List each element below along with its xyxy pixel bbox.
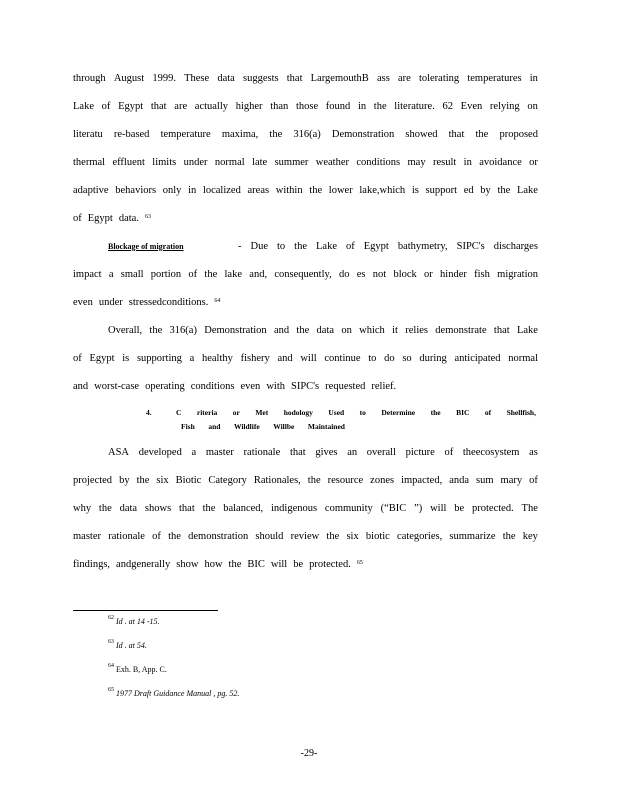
word: overall bbox=[366, 447, 396, 458]
page-number: -29- bbox=[300, 748, 318, 759]
word: rationale bbox=[243, 447, 281, 458]
p4-line bbox=[73, 502, 538, 516]
word: supporting bbox=[136, 353, 182, 364]
word: is bbox=[411, 185, 419, 196]
word: projected bbox=[73, 475, 113, 486]
word: that bbox=[150, 101, 167, 112]
word: rationale bbox=[108, 531, 145, 542]
word: to bbox=[277, 241, 286, 252]
word: anda bbox=[449, 475, 470, 486]
word: Lake bbox=[73, 101, 94, 112]
word: maxima, bbox=[221, 129, 259, 140]
word: master bbox=[73, 531, 101, 542]
word: showed bbox=[405, 129, 438, 140]
word: relies bbox=[405, 325, 428, 336]
word: normal bbox=[214, 157, 245, 168]
word: Category bbox=[208, 475, 247, 486]
word: during bbox=[419, 353, 447, 364]
p3-line bbox=[73, 352, 538, 366]
word: in bbox=[188, 185, 197, 196]
word: in bbox=[357, 101, 367, 112]
word: behaviors bbox=[115, 185, 157, 196]
word: the bbox=[502, 531, 516, 542]
word: as bbox=[529, 447, 538, 458]
word: Used bbox=[328, 408, 345, 417]
word: the bbox=[497, 185, 511, 196]
word: the bbox=[373, 101, 387, 112]
word: in bbox=[529, 73, 538, 84]
word: (“BIC bbox=[380, 503, 407, 514]
word: impact bbox=[73, 269, 102, 280]
word: are bbox=[397, 73, 411, 84]
word: es bbox=[356, 269, 366, 280]
word: worst-case bbox=[94, 381, 140, 392]
word: result bbox=[432, 157, 457, 168]
word: that bbox=[493, 325, 510, 336]
word: within bbox=[275, 185, 303, 196]
word: relief. bbox=[371, 381, 397, 392]
word: normal bbox=[508, 353, 538, 364]
p3-line bbox=[73, 380, 538, 394]
word: lower bbox=[328, 185, 353, 196]
blockage-of-migration-heading: Blockage of migration bbox=[108, 242, 184, 251]
word: findings, bbox=[73, 559, 111, 570]
word: of bbox=[484, 408, 492, 417]
word: temperatures bbox=[467, 73, 522, 84]
word: SIPC's bbox=[290, 381, 320, 392]
word: 1999. bbox=[152, 73, 176, 84]
footnote-62: $^{62}$ Id . at 14 -15. bbox=[108, 615, 160, 626]
word: so bbox=[402, 353, 412, 364]
word: by bbox=[119, 475, 130, 486]
word: migration bbox=[497, 269, 538, 280]
word: the bbox=[98, 503, 112, 514]
word: adaptive bbox=[73, 185, 109, 196]
word: a bbox=[191, 447, 197, 458]
word: SIPC's bbox=[456, 241, 485, 252]
word: under bbox=[183, 157, 208, 168]
word: that bbox=[289, 447, 306, 458]
word: portion bbox=[150, 269, 182, 280]
p2-line bbox=[73, 296, 538, 310]
word: the bbox=[202, 503, 216, 514]
word: fishery bbox=[240, 353, 270, 364]
p1-line bbox=[73, 100, 538, 114]
word: Even bbox=[460, 101, 483, 112]
word: six bbox=[346, 531, 359, 542]
word: should bbox=[255, 531, 284, 542]
word: weather bbox=[315, 157, 349, 168]
word: These bbox=[184, 73, 210, 84]
p3-line bbox=[108, 324, 538, 338]
p4-line bbox=[73, 558, 538, 572]
word: small bbox=[120, 269, 144, 280]
word: or bbox=[232, 408, 240, 417]
word: are bbox=[174, 101, 188, 112]
word: of bbox=[188, 269, 198, 280]
word: healthy bbox=[201, 353, 233, 364]
word: the bbox=[168, 531, 181, 542]
word: anticipated bbox=[454, 353, 501, 364]
word: ”) bbox=[414, 503, 423, 514]
word: will bbox=[300, 353, 317, 364]
word: a bbox=[108, 269, 114, 280]
word: andgenerally bbox=[116, 559, 171, 570]
word: impacted, bbox=[401, 475, 443, 486]
word: only bbox=[162, 185, 182, 196]
word: Egypt bbox=[89, 353, 115, 364]
word: balanced, bbox=[223, 503, 264, 514]
word: Rationales, bbox=[253, 475, 301, 486]
word: Lake bbox=[516, 325, 538, 336]
word: thermal bbox=[73, 157, 106, 168]
p1-line bbox=[73, 128, 538, 142]
word: master bbox=[205, 447, 234, 458]
word: continue bbox=[324, 353, 361, 364]
word: the bbox=[204, 269, 218, 280]
word: and bbox=[73, 381, 89, 392]
footnote-64: $^{64}$ Exh. B, App. C. bbox=[108, 663, 167, 674]
word: data bbox=[217, 73, 235, 84]
word: the bbox=[149, 325, 163, 336]
word: conditions bbox=[190, 381, 235, 392]
word: it bbox=[392, 325, 398, 336]
word: limits bbox=[152, 157, 177, 168]
word: be bbox=[454, 503, 465, 514]
word: key bbox=[522, 531, 538, 542]
word bbox=[145, 212, 151, 226]
word: Willbe bbox=[273, 422, 295, 431]
word: and bbox=[277, 353, 293, 364]
word: hinder bbox=[440, 269, 467, 280]
word: or bbox=[424, 269, 433, 280]
word: 316(a) bbox=[169, 325, 197, 336]
word: is bbox=[122, 353, 130, 364]
word: LargemouthB bbox=[310, 73, 369, 84]
word: support bbox=[425, 185, 458, 196]
word: higher bbox=[235, 101, 263, 112]
word: even bbox=[73, 297, 93, 308]
word: block bbox=[393, 269, 417, 280]
word: six bbox=[156, 475, 169, 486]
footnote-ref: 64 bbox=[214, 298, 221, 304]
word: will bbox=[430, 503, 447, 514]
paragraph-blockage-line-1 bbox=[108, 240, 538, 254]
word: shows bbox=[144, 503, 172, 514]
word: protected. bbox=[309, 559, 351, 570]
word: August bbox=[113, 73, 145, 84]
p1-line bbox=[73, 72, 538, 86]
word bbox=[214, 296, 220, 310]
word: ed bbox=[463, 185, 474, 196]
word: through bbox=[73, 73, 106, 84]
word: not bbox=[372, 269, 387, 280]
word: review bbox=[290, 531, 320, 542]
word: areas bbox=[247, 185, 270, 196]
word: suggests bbox=[243, 73, 279, 84]
word: demonstration bbox=[188, 531, 249, 542]
word: Maintained bbox=[307, 422, 345, 431]
word: protected. bbox=[472, 503, 514, 514]
word: do bbox=[384, 353, 395, 364]
word: that bbox=[179, 503, 195, 514]
word: picture bbox=[405, 447, 435, 458]
word: fish bbox=[474, 269, 490, 280]
word: Demonstration bbox=[331, 129, 395, 140]
word: Fish bbox=[181, 422, 195, 431]
word: why bbox=[73, 503, 92, 514]
word: ASA bbox=[108, 447, 130, 458]
word: Overall, bbox=[108, 325, 143, 336]
word: the bbox=[309, 185, 323, 196]
word: the bbox=[269, 129, 283, 140]
word: literature. bbox=[394, 101, 435, 112]
word: Egypt bbox=[363, 241, 389, 252]
word: indigenous bbox=[271, 503, 318, 514]
word: or bbox=[529, 157, 538, 168]
word bbox=[357, 558, 363, 572]
word: community bbox=[324, 503, 373, 514]
word: tolerating bbox=[418, 73, 460, 84]
p1-line bbox=[73, 156, 538, 170]
word: the bbox=[228, 559, 242, 570]
word: the bbox=[430, 408, 441, 417]
word: Lake bbox=[516, 185, 538, 196]
word: which bbox=[359, 325, 385, 336]
word: may bbox=[407, 157, 426, 168]
p1-line bbox=[73, 212, 538, 226]
word: the bbox=[296, 325, 310, 336]
word: on bbox=[341, 325, 352, 336]
word: gives bbox=[315, 447, 338, 458]
word: the bbox=[326, 531, 340, 542]
word: a bbox=[189, 353, 195, 364]
word: found bbox=[325, 101, 351, 112]
word: BIC bbox=[247, 559, 265, 570]
word: Due bbox=[250, 241, 268, 252]
word: show bbox=[176, 559, 199, 570]
word: categories, bbox=[397, 531, 443, 542]
word: of bbox=[101, 101, 111, 112]
blockage-text bbox=[238, 240, 538, 254]
word: theecosystem bbox=[462, 447, 520, 458]
word: of bbox=[73, 213, 82, 224]
word: hodology bbox=[283, 408, 313, 417]
word: discharges bbox=[493, 241, 538, 252]
section-heading-line-2 bbox=[181, 422, 345, 431]
word: localized bbox=[202, 185, 241, 196]
p4-line bbox=[108, 446, 538, 460]
word: mary bbox=[500, 475, 523, 486]
word: will bbox=[270, 559, 288, 570]
word: re-based bbox=[113, 129, 150, 140]
word: data bbox=[316, 325, 335, 336]
word: biotic bbox=[365, 531, 390, 542]
word: lake bbox=[224, 269, 243, 280]
word: in bbox=[463, 157, 472, 168]
word: Egypt bbox=[118, 101, 144, 112]
word: with bbox=[266, 381, 285, 392]
p2-line bbox=[73, 268, 538, 282]
word: even bbox=[240, 381, 261, 392]
word: how bbox=[204, 559, 223, 570]
word: demonstrate bbox=[435, 325, 487, 336]
word: effluent bbox=[112, 157, 145, 168]
word: Egypt bbox=[87, 213, 113, 224]
word: data bbox=[119, 503, 138, 514]
word: Demonstration bbox=[204, 325, 267, 336]
word: of bbox=[444, 447, 454, 458]
p4-line bbox=[73, 530, 538, 544]
word: developed bbox=[138, 447, 182, 458]
word: the bbox=[136, 475, 150, 486]
word: late bbox=[252, 157, 268, 168]
word: riteria bbox=[196, 408, 218, 417]
word: conditions bbox=[356, 157, 401, 168]
word: do bbox=[338, 269, 350, 280]
word: to bbox=[359, 408, 366, 417]
footnote-65: $^{65}$ 1977 Draft Guidance Manual , pg. 52. bbox=[108, 687, 240, 698]
word: and bbox=[273, 325, 290, 336]
word: avoidance bbox=[479, 157, 522, 168]
footnote-ref: 65 bbox=[356, 560, 363, 566]
word: summarize bbox=[449, 531, 496, 542]
word: stressedconditions. bbox=[128, 297, 209, 308]
word: - bbox=[238, 241, 242, 252]
word: ass bbox=[376, 73, 390, 84]
word: than bbox=[270, 101, 289, 112]
word: Shellfish, bbox=[506, 408, 536, 417]
word: zones bbox=[370, 475, 395, 486]
word: to bbox=[368, 353, 377, 364]
word: sum bbox=[476, 475, 494, 486]
word: of bbox=[152, 531, 161, 542]
word: consequently, bbox=[274, 269, 332, 280]
word: relying bbox=[489, 101, 520, 112]
word: C bbox=[176, 408, 182, 417]
word: lake,which bbox=[359, 185, 406, 196]
word: BIC bbox=[456, 408, 470, 417]
word: that bbox=[286, 73, 303, 84]
section-number: 4. bbox=[146, 408, 152, 417]
p1-line bbox=[73, 184, 538, 198]
p4-line bbox=[73, 474, 538, 488]
section-heading-text bbox=[176, 408, 536, 417]
word: under bbox=[98, 297, 123, 308]
word: literatu bbox=[73, 129, 103, 140]
word: operating bbox=[145, 381, 185, 392]
footnote-separator bbox=[73, 610, 218, 611]
word: proposed bbox=[499, 129, 538, 140]
word: requested bbox=[325, 381, 366, 392]
word: actually bbox=[194, 101, 229, 112]
word: The bbox=[521, 503, 538, 514]
word: on bbox=[527, 101, 538, 112]
word: Lake bbox=[316, 241, 337, 252]
word: Met bbox=[255, 408, 269, 417]
word: 316(a) bbox=[293, 129, 321, 140]
word: Determine bbox=[381, 408, 416, 417]
word: temperature bbox=[160, 129, 211, 140]
word: resource bbox=[327, 475, 364, 486]
word: 62 bbox=[442, 101, 453, 112]
footnote-63: $^{63}$ Id . at 54. bbox=[108, 639, 147, 650]
word: and, bbox=[249, 269, 268, 280]
word: the bbox=[307, 475, 321, 486]
footnote-ref: 63 bbox=[144, 214, 151, 220]
word: Wildlife bbox=[233, 422, 260, 431]
word: data. bbox=[118, 213, 139, 224]
word: the bbox=[475, 129, 489, 140]
word: of bbox=[529, 475, 538, 486]
word: Biotic bbox=[175, 475, 202, 486]
word: of bbox=[346, 241, 355, 252]
word: an bbox=[347, 447, 358, 458]
section-heading-line-1 bbox=[146, 408, 536, 417]
word: be bbox=[293, 559, 304, 570]
word: the bbox=[294, 241, 307, 252]
word: summer bbox=[274, 157, 309, 168]
word: bathymetry, bbox=[397, 241, 448, 252]
word: those bbox=[295, 101, 319, 112]
word: that bbox=[448, 129, 465, 140]
word: of bbox=[73, 353, 82, 364]
word: by bbox=[480, 185, 491, 196]
word: and bbox=[208, 422, 221, 431]
